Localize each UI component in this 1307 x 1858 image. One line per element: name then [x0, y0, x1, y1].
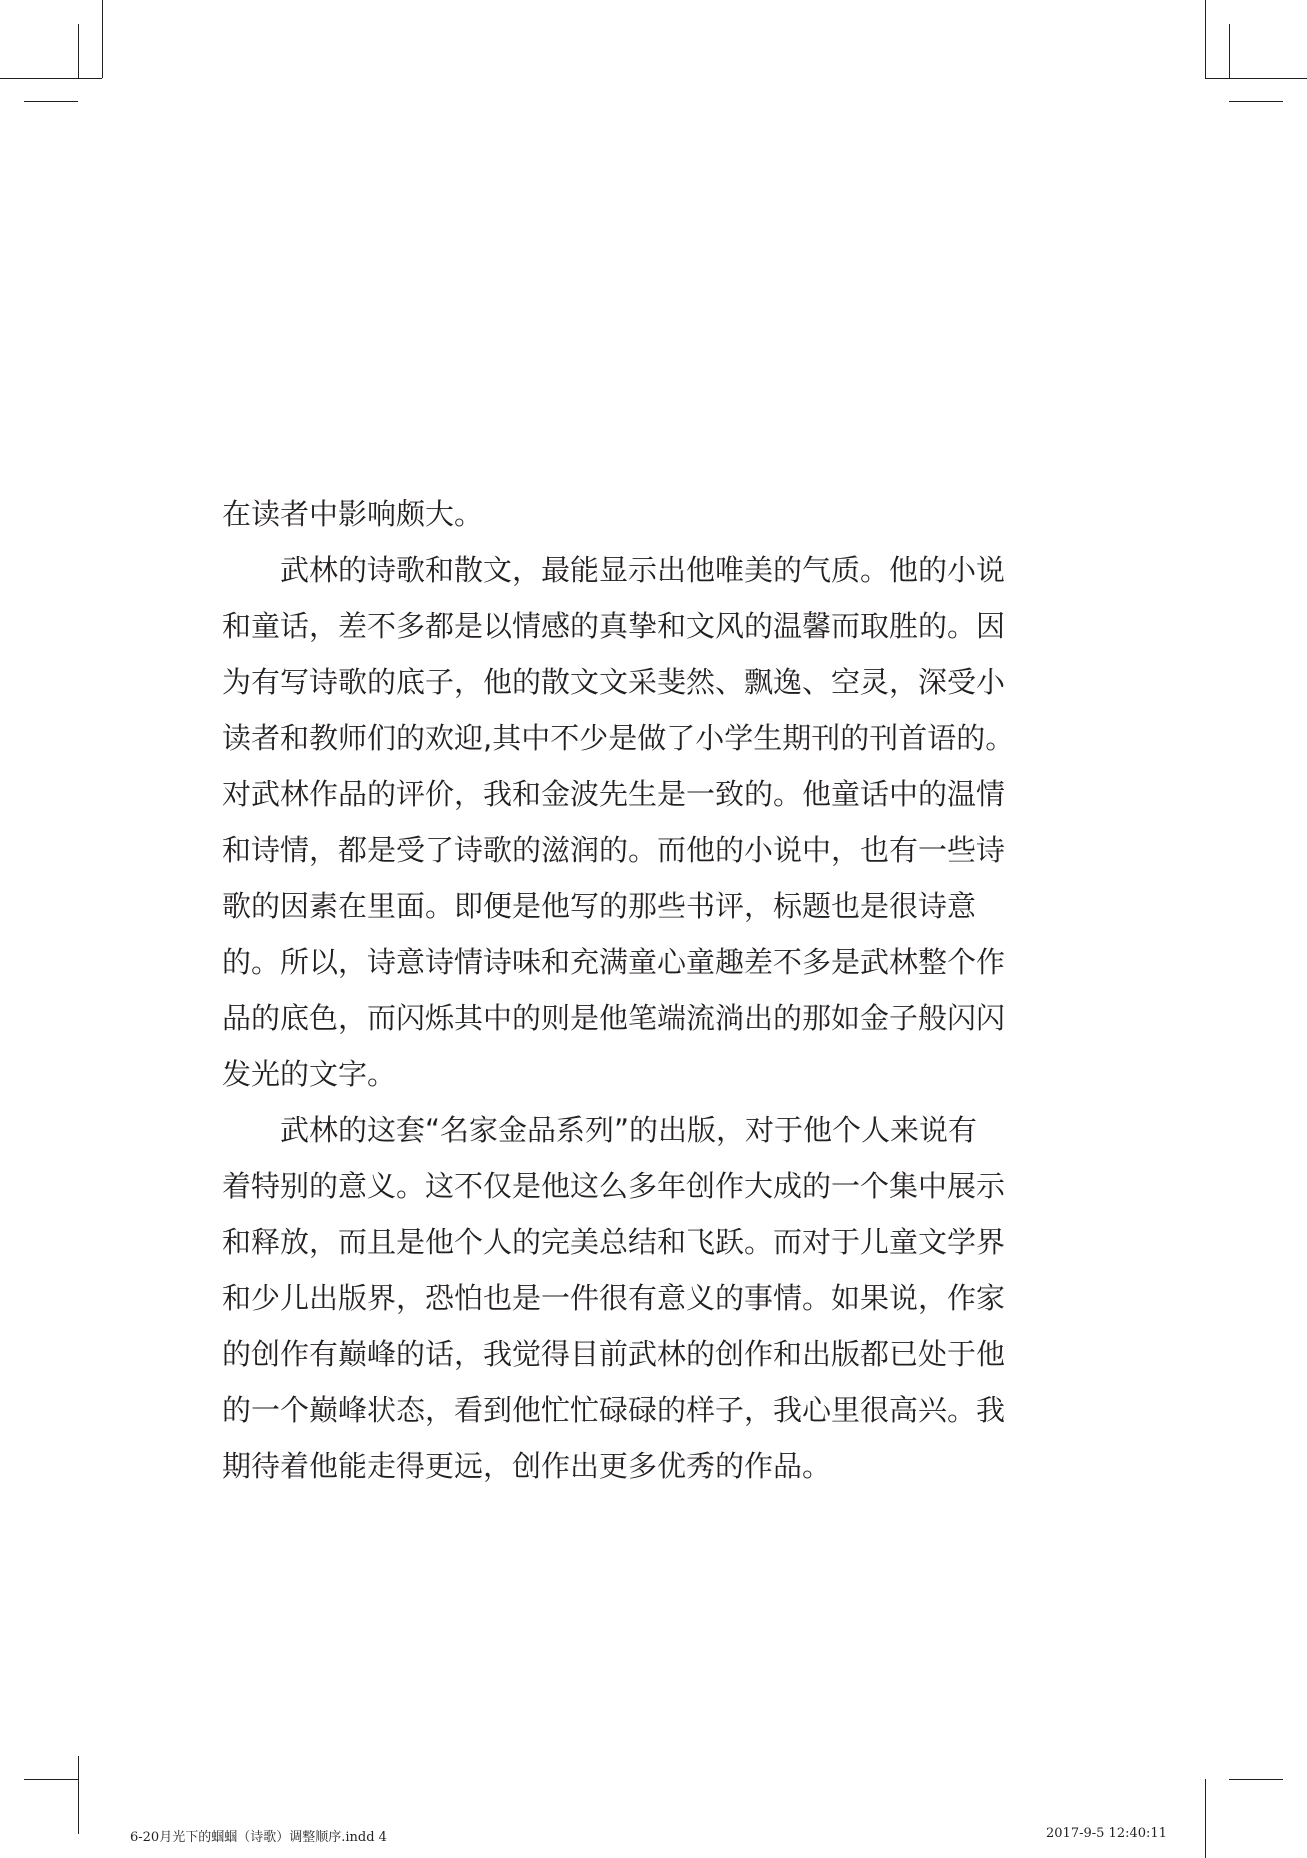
crop-mark-bottom-right-vertical [1205, 1779, 1206, 1858]
crop-mark-top-left-horizontal [0, 78, 102, 79]
text-line: 发光的文字。 [222, 1057, 397, 1091]
slug-file-name: 6-20月光下的蝈蝈（诗歌）调整顺序.indd 4 [130, 1830, 387, 1845]
crop-mark-top-right-horizontal-inner [1229, 101, 1283, 102]
text-line: 和诗情，都是受了诗歌的滋润的。而他的小说中，也有一些诗 [222, 833, 1006, 867]
crop-mark-top-right-vertical [1205, 0, 1206, 78]
text-line: 读者和教师们的欢迎,其中不少是做了小学生期刊的刊首语的。 [222, 721, 1015, 755]
text-line: 期待着他能走得更远，创作出更多优秀的作品。 [222, 1449, 832, 1483]
text-line: 为有写诗歌的底子，他的散文文采斐然、飘逸、空灵，深受小 [222, 665, 1006, 699]
text-line: 武林的诗歌和散文，最能显示出他唯美的气质。他的小说 [280, 553, 1006, 587]
crop-mark-bottom-right-horizontal [1229, 1779, 1283, 1780]
text-line: 的一个巅峰状态，看到他忙忙碌碌的样子，我心里很高兴。我 [222, 1393, 1006, 1427]
body-text [222, 486, 1015, 1494]
text-line: 的。所以，诗意诗情诗味和充满童心童趣差不多是武林整个作 [222, 945, 1006, 979]
crop-mark-top-right-horizontal [1205, 78, 1307, 79]
crop-mark-top-left-vertical [102, 0, 103, 78]
crop-mark-top-left-vertical-inner [78, 24, 79, 78]
text-line: 的创作有巅峰的话，我觉得目前武林的创作和出版都已处于他 [222, 1337, 1006, 1371]
text-line: 歌的因素在里面。即便是他写的那些书评，标题也是很诗意 [222, 889, 977, 923]
text-line: 在读者中影响颇大。 [222, 497, 484, 531]
text-line: 和少儿出版界，恐怕也是一件很有意义的事情。如果说，作家 [222, 1281, 1006, 1315]
crop-mark-top-left-horizontal-inner [24, 101, 78, 102]
text-line: 和童话，差不多都是以情感的真挚和文风的温馨而取胜的。因 [222, 609, 1006, 643]
crop-mark-top-right-vertical-inner [1229, 24, 1230, 78]
crop-mark-bottom-left-horizontal [24, 1779, 78, 1780]
text-line: 和释放，而且是他个人的完美总结和飞跃。而对于儿童文学界 [222, 1225, 1006, 1259]
text-line: 武林的这套“名家金品系列”的出版，对于他个人来说有 [280, 1113, 978, 1147]
text-line: 对武林作品的评价，我和金波先生是一致的。他童话中的温情 [222, 777, 1006, 811]
crop-mark-bottom-left-vertical [78, 1756, 79, 1834]
text-line: 着特别的意义。这不仅是他这么多年创作大成的一个集中展示 [222, 1169, 1006, 1203]
text-line: 品的底色，而闪烁其中的则是他笔端流淌出的那如金子般闪闪 [222, 1001, 1006, 1035]
slug-timestamp: 2017-9-5 12:40:11 [1046, 1826, 1167, 1841]
